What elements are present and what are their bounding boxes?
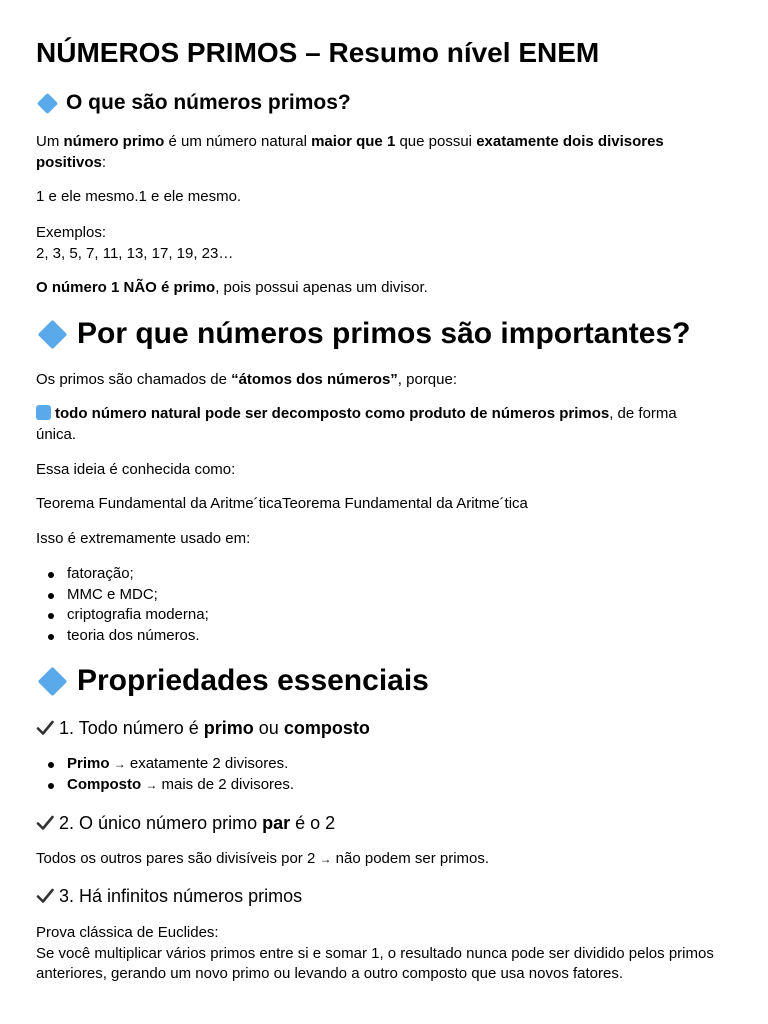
check-mark-icon bbox=[36, 719, 54, 737]
section-heading-properties bbox=[36, 663, 429, 699]
section-heading-why-important bbox=[36, 316, 690, 352]
theorem-name: Teorema Fundamental da Aritme´ticaTeorema Fundamental da Aritme´tica bbox=[36, 495, 528, 512]
text-run: : bbox=[101, 153, 107, 171]
property-1-text bbox=[59, 716, 370, 740]
text-run: é o 2 bbox=[290, 813, 336, 833]
list-item: teoria dos números. bbox=[36, 626, 209, 647]
text-run: exatamente 2 divisores. bbox=[125, 755, 289, 772]
used-in-text: Isso é extremamente usado em: bbox=[36, 530, 251, 547]
section-heading-text: O que são números primos? bbox=[66, 91, 351, 114]
check-mark-icon bbox=[36, 814, 54, 832]
bold-run: “átomos dos números” bbox=[231, 371, 398, 388]
arrow-icon: → bbox=[113, 757, 126, 771]
uses-list bbox=[36, 564, 209, 646]
divisors-text: 1 e ele mesmo.1 e ele mesmo. bbox=[36, 188, 242, 205]
bold-run: O número 1 NÃO é primo bbox=[36, 279, 216, 296]
known-as-text: Essa ideia é conhecida como: bbox=[36, 461, 236, 478]
text-run: mais de 2 divisores. bbox=[157, 775, 295, 793]
section-heading-text: Propriedades essenciais bbox=[77, 664, 429, 697]
prime-definition bbox=[36, 132, 716, 173]
bold-run: exatamente dois divisores positivos bbox=[36, 133, 664, 171]
text-run: Os primos são chamados de bbox=[36, 371, 232, 388]
text-run: 2. O único número primo bbox=[59, 813, 263, 833]
page-title: NÚMEROS PRIMOS – Resumo nível ENEM bbox=[36, 37, 600, 68]
blue-diamond-icon bbox=[38, 319, 68, 349]
text-run: , de forma única. bbox=[36, 405, 677, 443]
bold-run: par bbox=[262, 813, 291, 833]
list-item bbox=[36, 754, 294, 775]
examples-list: 2, 3, 5, 7, 11, 13, 17, 19, 23… bbox=[36, 244, 234, 262]
blue-diamond-icon bbox=[37, 92, 58, 113]
euclid-label: Prova clássica de Euclides: bbox=[36, 924, 219, 941]
text-run: Um bbox=[36, 133, 64, 150]
section-heading-what-are-primes bbox=[36, 90, 351, 116]
text-run: que possui bbox=[395, 133, 477, 150]
text-run: ou bbox=[253, 718, 284, 738]
arrow-icon: → bbox=[145, 777, 158, 792]
decomposition-fact bbox=[36, 404, 716, 445]
text-run: não podem ser primos. bbox=[331, 850, 490, 867]
list-item: MMC e MDC; bbox=[36, 585, 209, 606]
blue-square-icon bbox=[36, 405, 51, 420]
bold-run: composto bbox=[283, 718, 370, 738]
property-2-text bbox=[59, 811, 335, 835]
property-3-text: 3. Há infinitos números primos bbox=[59, 886, 303, 906]
arrow-icon: → bbox=[319, 852, 332, 866]
blue-diamond-icon bbox=[38, 666, 68, 696]
text-run: é um número natural bbox=[164, 133, 312, 150]
text-run: Todos os outros pares são divisíveis por 2 bbox=[36, 850, 320, 867]
check-mark-icon bbox=[36, 887, 54, 905]
bold-run: maior que 1 bbox=[311, 133, 396, 150]
bold-run: número primo bbox=[63, 133, 165, 150]
bold-run: primo bbox=[203, 718, 254, 738]
text-run: , porque: bbox=[397, 371, 458, 388]
section-heading-text: Por que números primos são importantes? bbox=[77, 317, 691, 350]
list-item bbox=[36, 775, 294, 796]
property-3-heading bbox=[36, 884, 302, 908]
euclid-proof bbox=[36, 923, 716, 985]
list-item: criptografia moderna; bbox=[36, 605, 209, 626]
examples-block bbox=[36, 223, 716, 264]
text-run: , pois possui apenas um divisor. bbox=[215, 279, 428, 296]
list-item: fatoração; bbox=[36, 564, 209, 585]
property-1-heading bbox=[36, 716, 370, 740]
atoms-intro bbox=[36, 370, 716, 391]
euclid-text: Se você multiplicar vários primos entre si e somar 1, o resultado nunca pode ser dividido pelos primos anteriores, gerando um novo primo ou levando a outro composto que usa novos fatores. bbox=[36, 944, 714, 982]
text-run: 1. Todo número é bbox=[59, 718, 204, 738]
property-2-heading bbox=[36, 811, 335, 835]
bold-run: Composto bbox=[67, 775, 142, 793]
examples-label: Exemplos: bbox=[36, 224, 107, 241]
bold-run: Primo bbox=[67, 755, 110, 772]
bold-run: todo número natural pode ser decomposto como produto de números primos bbox=[55, 405, 610, 422]
prime-composite-list bbox=[36, 754, 294, 795]
even-numbers-text bbox=[36, 849, 716, 870]
number-one-note bbox=[36, 278, 716, 299]
